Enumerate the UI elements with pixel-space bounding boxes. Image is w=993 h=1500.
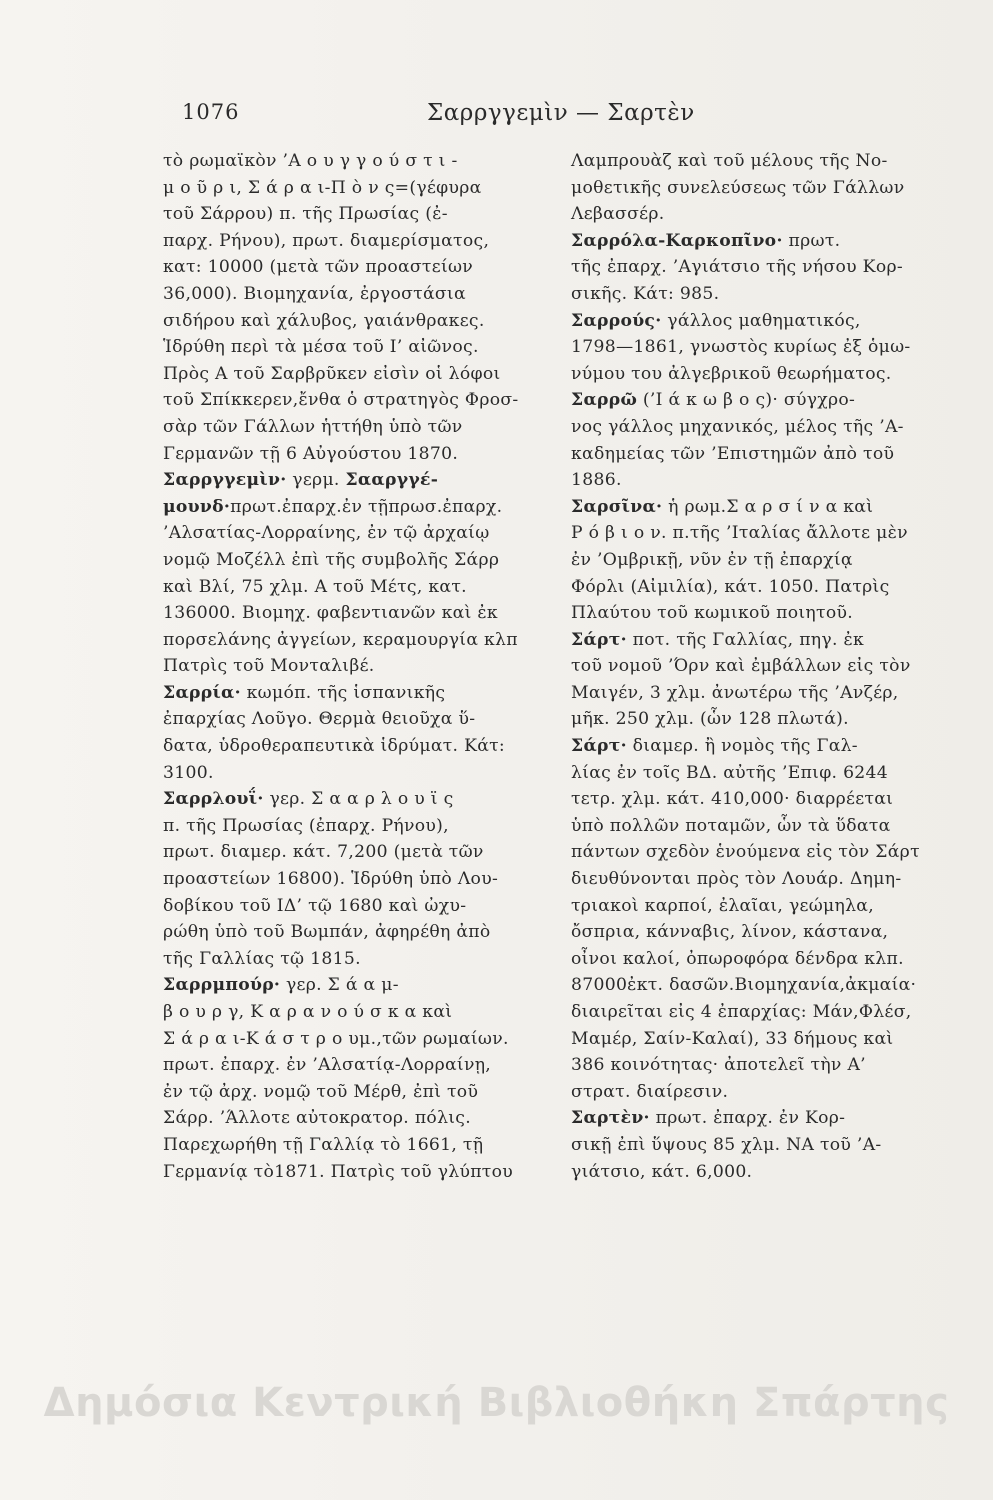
entry-text: Γερμανίᾳ τὸ1871. Πατρὶς τοῦ γλύπτου	[163, 1161, 514, 1182]
text-line	[571, 1079, 963, 1106]
entry-text: 36,000). Βιομηχανία, ἐργοστάσια	[163, 283, 466, 304]
text-line	[571, 201, 963, 228]
entry-text: ποτ. τῆς Γαλλίας, πηγ. ἐκ	[626, 629, 865, 650]
entry-text: τὸ ρωμαϊκὸν ’Α ο υ γ γ ο ύ σ τ ι -	[163, 151, 458, 171]
entry-text: Πατρὶς τοῦ Μονταλιβέ.	[163, 656, 375, 677]
entry-text: πάντων σχεδὸν ἑνούμενα εἰς τὸν Σάρτ	[571, 842, 920, 863]
text-line	[571, 813, 963, 840]
entry-text: Ἱδρύθη περὶ τὰ μέσα τοῦ Ι’ αἰῶνος.	[163, 337, 479, 358]
entry-headword: Σαρρῶ	[571, 390, 638, 411]
text-line	[163, 733, 543, 760]
entry-text: καδημείας τῶν ’Επιστημῶν ἀπὸ τοῦ	[571, 443, 895, 464]
entry-text: πρωτ. ἐπαρχ. ἐν Κορ-	[649, 1108, 846, 1129]
text-line	[571, 441, 963, 468]
text-line	[571, 387, 963, 414]
text-line	[571, 148, 963, 175]
text-line	[571, 334, 963, 361]
page-number: 1076	[182, 100, 240, 124]
text-line	[163, 1052, 543, 1079]
entry-text: β ο υ ρ γ, Κ α ρ α ν ο ύ σ κ α καὶ	[163, 1002, 453, 1022]
text-line	[571, 1105, 963, 1132]
entry-text: πρωτ. ἐπαρχ. ἐν ’Αλσατίᾳ-Λορραίνῃ,	[163, 1055, 492, 1076]
entry-text: Παρεχωρήθη τῇ Γαλλίᾳ τὸ 1661, τῇ	[163, 1134, 484, 1155]
entry-headword: μουνδ·	[163, 496, 231, 517]
entry-text: τοῦ Σπίκκερεν,ἔνθα ὁ στρατηγὸς Φροσ-	[163, 390, 519, 411]
entry-headword: Σααργγέ-	[345, 470, 439, 491]
text-line	[571, 760, 963, 787]
entry-text: οἶνοι καλοί, ὀπωροφόρα δένδρα κλπ.	[571, 948, 904, 969]
text-line	[163, 706, 543, 733]
text-line	[163, 281, 543, 308]
text-line	[163, 175, 543, 202]
text-line	[571, 972, 963, 999]
text-line	[163, 494, 543, 521]
entry-text: παρχ. Ρήνου), πρωτ. διαμερίσματος,	[163, 230, 490, 251]
entry-text: διευθύνονται πρὸς τὸν Λουάρ. Δημη-	[571, 869, 902, 890]
text-line	[163, 201, 543, 228]
entry-text: ἡ ρωμ.Σ α ρ σ ί ν α καὶ	[662, 496, 874, 517]
text-line	[163, 919, 543, 946]
text-line	[571, 893, 963, 920]
entry-text: γερμ.	[286, 470, 346, 491]
entry-text: Σάρρ. ’Άλλοτε αὐτοκρατορ. πόλις.	[163, 1108, 471, 1129]
entry-text: 3100.	[163, 762, 214, 783]
entry-text: ’Αλσατίας-Λορραίνης, ἐν τῷ ἀρχαίῳ	[163, 523, 490, 544]
text-line	[571, 520, 963, 547]
entry-text: κωμόπ. τῆς ἱσπανικῆς	[240, 682, 446, 703]
entry-headword: Σαρρμπούρ·	[163, 975, 281, 996]
entry-text: ρώθη ὑπὸ τοῦ Βωμπάν, ἀφηρέθη ἀπὸ	[163, 922, 491, 943]
entry-headword: Σαρρόλα-Καρκοπῖνο·	[571, 230, 783, 251]
entry-headword: Σαρρούς·	[571, 310, 662, 331]
text-line	[571, 786, 963, 813]
entry-headword: Σάρτ·	[571, 736, 627, 757]
entry-text: τοῦ νομοῦ ’Όρν καὶ ἐμβάλλων εἰς τὸν	[571, 656, 911, 677]
text-line	[571, 946, 963, 973]
text-line	[163, 414, 543, 441]
entry-text: 386 κοινότητας· ἀποτελεῖ τὴν Α’	[571, 1055, 866, 1076]
text-line	[163, 972, 543, 999]
text-line	[163, 547, 543, 574]
entry-text: (’Ι ά κ ω β ο ς)· σύγχρο-	[637, 390, 856, 411]
entry-text: δοβίκου τοῦ ΙΔ’ τῷ 1680 καὶ ὠχυ-	[163, 895, 467, 916]
entry-text: 1798—1861, γνωστὸς κυρίως ἐξ ὁμω-	[571, 337, 911, 358]
entry-text: σὰρ τῶν Γάλλων ἡττήθη ὑπὸ τῶν	[163, 416, 463, 437]
text-line	[571, 839, 963, 866]
text-line	[163, 893, 543, 920]
entry-text: πορσελάνης ἀγγείων, κεραμουργία κλπ	[163, 629, 518, 650]
text-line	[571, 1159, 963, 1186]
text-line	[571, 547, 963, 574]
entry-headword: Σαρτὲν·	[571, 1108, 650, 1129]
entry-text: διαμερ. ἢ νομὸς τῆς Γαλ-	[626, 736, 858, 757]
text-line	[163, 1026, 543, 1053]
entry-headword: Σαρσῖνα·	[571, 496, 663, 517]
entry-text: 1886.	[571, 470, 622, 491]
entry-text: Φόρλι (Αἰμιλία), κάτ. 1050. Πατρὶς	[571, 576, 890, 597]
text-line	[163, 946, 543, 973]
entry-text: ὄσπρια, κάνναβις, λίνον, κάστανα,	[571, 922, 889, 943]
entry-text: καὶ Βλί, 75 χλμ. Α τοῦ Μέτς, κατ.	[163, 576, 467, 597]
text-line	[163, 334, 543, 361]
text-line	[571, 1132, 963, 1159]
text-line	[163, 653, 543, 680]
entry-text: νύμου του ἀλγεβρικοῦ θεωρήματος.	[571, 363, 892, 384]
entry-text: σιδήρου καὶ χάλυβος, γαιάνθρακες.	[163, 310, 485, 331]
entry-text: μοθετικῆς συνελεύσεως τῶν Γάλλων	[571, 177, 905, 198]
text-line	[571, 919, 963, 946]
entry-text: ἐν ’Ομβρικῇ, νῦν ἐν τῇ ἐπαρχίᾳ	[571, 549, 853, 570]
text-line	[571, 228, 963, 255]
text-line	[163, 839, 543, 866]
text-line	[571, 653, 963, 680]
entry-text: διαιρεῖται εἰς 4 ἐπαρχίας: Μάν,Φλέσ,	[571, 1002, 912, 1022]
entry-text: κατ: 10000 (μετὰ τῶν προαστείων	[163, 257, 474, 278]
text-line	[571, 627, 963, 654]
entry-text: νος γάλλος μηχανικός, μέλος τῆς ’Α-	[571, 416, 904, 437]
entry-text: τριακοὶ καρποί, ἐλαῖαι, γεώμηλα,	[571, 895, 874, 916]
entry-text: μ ο ῦ ρ ι, Σ ά ρ α ι-Π ὸ ν ς=(γέφυρα	[163, 177, 482, 198]
text-line	[571, 574, 963, 601]
text-line	[571, 175, 963, 202]
entry-text: μῆκ. 250 χλμ. (ὧν 128 πλωτά).	[571, 709, 849, 730]
page-header	[182, 100, 782, 136]
entry-text: νομῷ Μοζέλλ ἐπὶ τῆς συμβολῆς Σάρρ	[163, 549, 500, 570]
entry-text: σικῆς. Κάτ: 985.	[571, 283, 720, 304]
entry-text: 136000. Βιομηχ. φαβεντιανῶν καὶ ἐκ	[163, 603, 498, 624]
text-line	[163, 467, 543, 494]
entry-text: π. τῆς Πρωσίας (ἐπαρχ. Ρήνου),	[163, 815, 449, 836]
text-line	[571, 866, 963, 893]
text-line	[571, 281, 963, 308]
text-line	[571, 999, 963, 1026]
entry-text: γερ. Σ ά α μ-	[280, 975, 399, 996]
text-line	[571, 706, 963, 733]
entry-text: προαστείων 16800). Ἱδρύθη ὑπὸ Λου-	[163, 869, 499, 890]
text-line	[571, 414, 963, 441]
text-line	[571, 1052, 963, 1079]
text-line	[163, 574, 543, 601]
text-line	[571, 467, 963, 494]
text-line	[163, 999, 543, 1026]
text-line	[571, 308, 963, 335]
text-line	[163, 866, 543, 893]
text-line	[163, 361, 543, 388]
entry-headword: Σάρτ·	[571, 629, 627, 650]
running-head: Σαρργγεμὶν — Σαρτὲν	[427, 100, 695, 126]
entry-text: ἐπαρχίας Λοῦγο. Θερμὰ θειοῦχα ὕ-	[163, 709, 476, 730]
entry-text: τῆς ἐπαρχ. ’Αγιάτσιο τῆς νήσου Κορ-	[571, 257, 903, 278]
right-column	[571, 148, 963, 1185]
entry-text: τῆς Γαλλίας τῷ 1815.	[163, 948, 361, 969]
entry-text: Μαιγέν, 3 χλμ. ἀνωτέρω τῆς ’Ανζέρ,	[571, 682, 899, 703]
text-line	[163, 1132, 543, 1159]
text-line	[163, 760, 543, 787]
text-line	[571, 1026, 963, 1053]
entry-text: ἐν τῷ ἀρχ. νομῷ τοῦ Μέρθ, ἐπὶ τοῦ	[163, 1081, 479, 1102]
entry-text: πρωτ.	[782, 230, 841, 251]
entry-text: ὑπὸ πολλῶν ποταμῶν, ὧν τὰ ὕδατα	[571, 815, 891, 836]
entry-text: λίας ἐν τοῖς ΒΔ. αὐτῆς ’Επιφ. 6244	[571, 762, 889, 783]
text-line	[571, 600, 963, 627]
entry-headword: Σαρργγεμὶν·	[163, 470, 287, 491]
entry-text: γιάτσιο, κάτ. 6,000.	[571, 1161, 753, 1182]
entry-text: γάλλος μαθηματικός,	[661, 310, 861, 331]
entry-text: Πρὸς Α τοῦ Σαρβρῦκεν εἰσὶν οἱ λόφοι	[163, 363, 501, 384]
entry-text: τετρ. χλμ. κάτ. 410,000· διαρρέεται	[571, 789, 894, 810]
library-watermark: Δημόσια Κεντρική Βιβλιοθήκη Σπάρτης	[43, 1380, 950, 1426]
text-line	[163, 627, 543, 654]
text-line	[163, 228, 543, 255]
entry-text: τοῦ Σάρρου) π. τῆς Πρωσίας (ἐ-	[163, 204, 448, 225]
entry-text: στρατ. διαίρεσιν.	[571, 1081, 729, 1102]
entry-text: Ρ ό β ι ο ν. π.τῆς ’Ιταλίας ἄλλοτε μὲν	[571, 523, 908, 544]
entry-text: Σ ά ρ α ι-Κ ά σ τ ρ ο υμ.,τῶν ρωμαίων.	[163, 1028, 509, 1049]
text-line	[163, 1159, 543, 1186]
entry-text: Πλαύτου τοῦ κωμικοῦ ποιητοῦ.	[571, 603, 853, 624]
text-line	[163, 600, 543, 627]
entry-headword: Σαρρία·	[163, 682, 241, 703]
entry-text: Μαμέρ, Σαίν-Καλαί), 33 δήμους καὶ	[571, 1028, 894, 1049]
text-line	[163, 148, 543, 175]
entry-text: σικῇ ἐπὶ ὕψους 85 χλμ. ΝΑ τοῦ ’Α-	[571, 1134, 882, 1155]
left-column	[163, 148, 543, 1185]
text-line	[571, 254, 963, 281]
text-line	[571, 361, 963, 388]
entry-text: γερ. Σ α α ρ λ ο υ ϊ ς	[263, 789, 454, 810]
text-line	[571, 494, 963, 521]
text-line	[163, 813, 543, 840]
text-line	[571, 733, 963, 760]
text-line	[163, 786, 543, 813]
text-line	[163, 680, 543, 707]
text-line	[163, 520, 543, 547]
entry-text: Γερμανῶν τῇ 6 Αὐγούστου 1870.	[163, 443, 459, 464]
entry-text: δατα, ὑδροθεραπευτικὰ ἱδρύματ. Κάτ:	[163, 736, 506, 757]
entry-text: Λαμπρουὰζ καὶ τοῦ μέλους τῆς Νο-	[571, 151, 888, 171]
entry-headword: Σαρρλουΐ·	[163, 789, 264, 810]
entry-text: πρωτ.ἐπαρχ.ἐν τῇπρωσ.ἐπαρχ.	[230, 496, 503, 517]
text-line	[571, 680, 963, 707]
text-line	[163, 1105, 543, 1132]
entry-text: 87000ἐκτ. δασῶν.Βιομηχανία,ἀκμαία·	[571, 975, 917, 996]
text-line	[163, 1079, 543, 1106]
entry-text: Λεβασσέρ.	[571, 204, 665, 225]
text-line	[163, 254, 543, 281]
text-line	[163, 308, 543, 335]
entry-text: πρωτ. διαμερ. κάτ. 7,200 (μετὰ τῶν	[163, 842, 484, 863]
text-line	[163, 387, 543, 414]
text-line	[163, 441, 543, 468]
